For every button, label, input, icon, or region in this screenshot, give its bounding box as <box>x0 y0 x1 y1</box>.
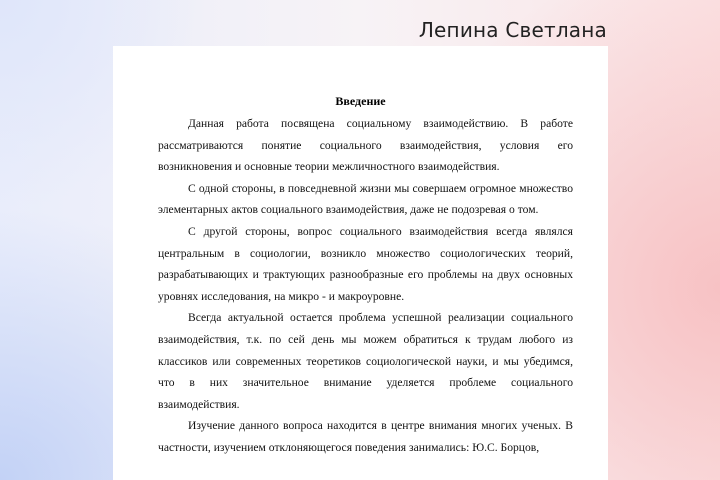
document-page <box>113 46 608 480</box>
paragraph: Всегда актуальной остается проблема успешной реализации социального взаимодействия, т.к. по сей день мы можем обратиться к трудам любого из классиков или современных теоретиков социологической науки, и мы убедимся, что в них значительное внимание уделяется проблеме социального взаимодействия. <box>158 311 573 411</box>
paragraph: С другой стороны, вопрос социального взаимодействия всегда являлся центральным в социологии, возникло множество социологических теорий, разрабатывающих и трактующих разнообразные его проблемы на двух основных уровнях исследования, на микро - и макроуровне. <box>158 224 573 303</box>
document-body <box>158 113 573 459</box>
paragraph: Изучение данного вопроса находится в центре внимания многих ученых. В частности, изучением отклоняющегося поведения занимались: Ю.С. Борцов, <box>158 419 573 454</box>
document-title: Введение <box>335 94 386 108</box>
paragraph: С одной стороны, в повседневной жизни мы совершаем огромное множество элементарных актов социального взаимодействия, даже не подозревая о том. <box>158 181 573 217</box>
paragraph: Данная работа посвящена социальному взаимодействию. В работе рассматриваются понятие социального взаимодействия, условия его возникновения и основные теории межличностного взаимодействия. <box>158 117 573 174</box>
author-name: Лепина Светлана <box>418 18 607 42</box>
